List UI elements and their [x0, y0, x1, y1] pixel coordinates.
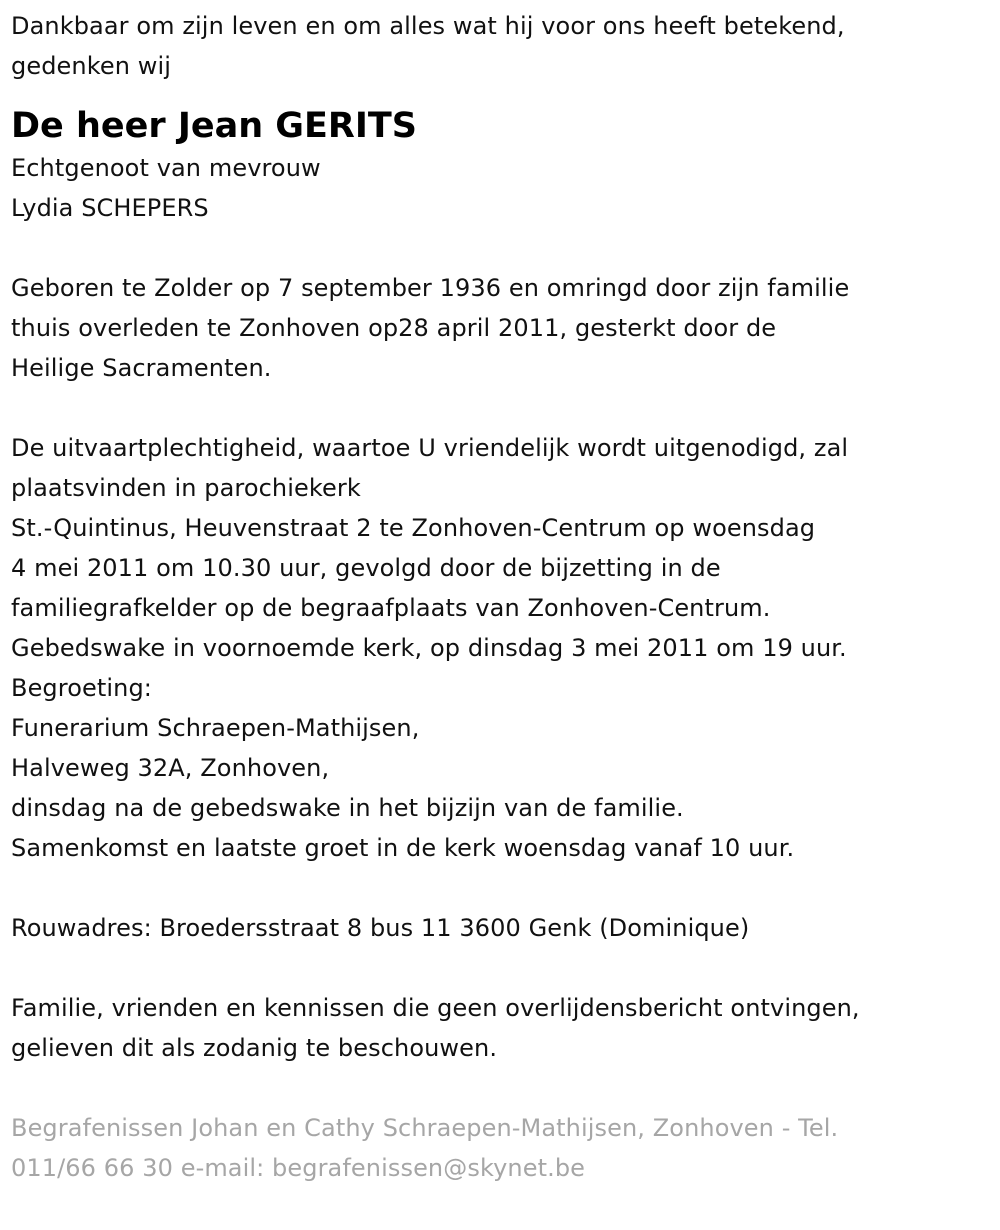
birth-death-line: Geboren te Zolder op 7 september 1936 en omringd door zijn familie [11, 274, 850, 302]
intro-paragraph [11, 6, 991, 86]
intro-line: gedenken wij [11, 52, 172, 80]
notice-paragraph [11, 988, 991, 1068]
ceremony-line: dinsdag na de gebedswake in het bijzijn van de familie. [11, 794, 684, 822]
intro-line: Dankbaar om zijn leven en om alles wat hij voor ons heeft betekend, [11, 12, 845, 40]
ceremony-line: St.-Quintinus, Heuvenstraat 2 te Zonhoven-Centrum op woensdag [11, 514, 816, 542]
birth-death-line: thuis overleden te Zonhoven op28 april 2011, gesterkt door de [11, 314, 777, 342]
spacer [11, 228, 991, 268]
spouse-line: Lydia SCHEPERS [11, 194, 209, 222]
notice-line: gelieven dit als zodanig te beschouwen. [11, 1034, 498, 1062]
ceremony-line: Begroeting: [11, 674, 152, 702]
birth-death-paragraph [11, 268, 991, 388]
ceremony-line: familiegrafkelder op de begraafplaats van Zonhoven-Centrum. [11, 594, 771, 622]
ceremony-line: Samenkomst en laatste groet in de kerk woensdag vanaf 10 uur. [11, 834, 795, 862]
footer-line: Begrafenissen Johan en Cathy Schraepen-Mathijsen, Zonhoven - Tel. [11, 1114, 839, 1142]
footer-line: 011/66 66 30 e-mail: begrafenissen@skynet.be [11, 1154, 586, 1182]
spouse-line: Echtgenoot van mevrouw [11, 154, 321, 182]
birth-death-line: Heilige Sacramenten. [11, 354, 272, 382]
notice-line: Familie, vrienden en kennissen die geen overlijdensbericht ontvingen, [11, 994, 860, 1022]
ceremony-line: Halveweg 32A, Zonhoven, [11, 754, 330, 782]
ceremony-paragraph [11, 428, 991, 868]
obituary-document [11, 6, 991, 1188]
ceremony-line: De uitvaartplechtigheid, waartoe U vriendelijk wordt uitgenodigd, zal [11, 434, 849, 462]
spouse-paragraph [11, 148, 991, 228]
spacer [11, 948, 991, 988]
funeral-home-footer [11, 1108, 991, 1188]
spacer [11, 1068, 991, 1108]
ceremony-line: 4 mei 2011 om 10.30 uur, gevolgd door de bijzetting in de [11, 554, 721, 582]
spacer [11, 868, 991, 908]
mourning-address: Rouwadres: Broedersstraat 8 bus 11 3600 Genk (Dominique) [11, 914, 750, 942]
spacer [11, 388, 991, 428]
ceremony-line: Gebedswake in voornoemde kerk, op dinsdag 3 mei 2011 om 19 uur. [11, 634, 847, 662]
deceased-name: De heer Jean GERITS [11, 106, 417, 146]
ceremony-line: Funerarium Schraepen-Mathijsen, [11, 714, 420, 742]
ceremony-line: plaatsvinden in parochiekerk [11, 474, 361, 502]
